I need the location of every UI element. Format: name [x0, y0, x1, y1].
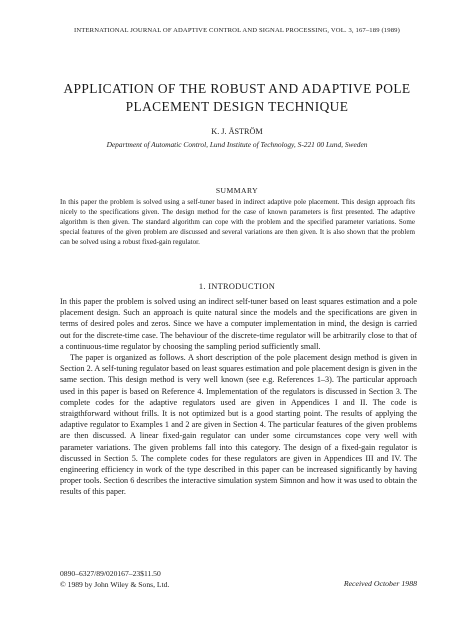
received-date: Received October 1988 [343, 579, 417, 588]
summary-heading: SUMMARY [215, 186, 259, 195]
journal-header: INTERNATIONAL JOURNAL OF ADAPTIVE CONTROL AND SIGNAL PROCESSING, VOL. 3, 167–189 (1989) [74, 27, 400, 34]
summary-text: In this paper the problem is solved using a self-tuner based in indirect adaptive pole placement. This design approach fits nicely to the specifications given. The design method for the case of known parameters is first presented. The adaptive algorithm is then given. The standard algorithm can cope with the problem and the specified parameter variations. Some special features of the given problem are discussed and several variations are then given. It is also shown that the problem can be solved using a robust fixed-gain regulator. [60, 198, 415, 246]
publication-code: 0890–6327/89/020167–23$11.50 [60, 569, 161, 578]
introduction-paragraph-1: In this paper the problem is solved using an indirect self-tuner based on least squares estimation and a pole placement design. Such an approach is quite natural since the models and the specifications are given in terms of desired poles and zeros. Since we have a computer implementation in mind, the design is carried out for the discrete-time case. The behaviour of the discrete-time regulator will be arbitrarily close to that of a continuous-time regulator by choosing the sampling period sufficiently small. [60, 297, 417, 351]
introduction-heading: 1. INTRODUCTION [198, 282, 276, 291]
author-name: K. J. ÅSTRÖM [211, 127, 263, 136]
title-line-1: APPLICATION OF THE ROBUST AND ADAPTIVE POLE [63, 81, 411, 96]
footer-publication-info [60, 568, 169, 590]
introduction-paragraph-2: The paper is organized as follows. A short description of the pole placement design method is given in Section 2. A self-tuning regulator based on least squares estimation and pole placement design is given in the same section. This design method is very well known (see e.g. References 1–3). The particular approach used in this paper is based on Reference 4. Implementation of the regulators is discussed in Section 3. The complete codes for the adaptive regulators used are given in Appendices I and II. The code is straigthforward without frills. It is not optimized but is a good starting point. The results of applying the adaptive regulator to Examples 1 and 2 are given in Section 4. The particular features of the given problems are then discussed. A linear fixed-gain regulator can under some circumstances cope very well with parameter variations. The given problems fall into this category. The design of a fixed-gain regulator is discussed in Section 5. The complete codes for these regulators are given in Appendices III and IV. The engineering efficiency in work of the type described in this paper can be increased significantly by having proper tools. Section 6 describes the interactive simulation system Simnon and how it was used to obtain the results of this paper. [60, 353, 417, 497]
introduction-body [60, 296, 417, 498]
title-line-2: PLACEMENT DESIGN TECHNIQUE [125, 99, 349, 114]
copyright-notice: © 1989 by John Wiley & Sons, Ltd. [60, 580, 170, 589]
author-affiliation: Department of Automatic Control, Lund Institute of Technology, S-221 00 Lund, Sweden [106, 140, 368, 149]
article-title [30, 80, 444, 116]
